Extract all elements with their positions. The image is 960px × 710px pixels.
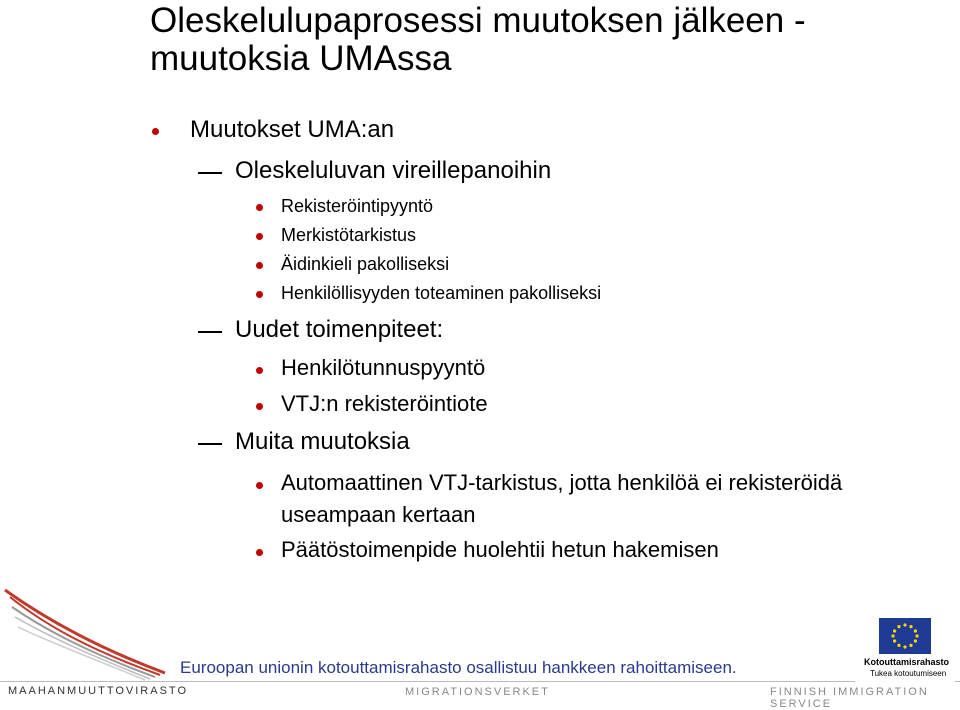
bullet-icon [256,403,263,410]
list-item: Henkilöllisyyden toteaminen pakolliseksi [281,283,602,303]
dash-icon [198,172,222,174]
agency-logo-en-text: FINNISH IMMIGRATION SERVICE [770,686,929,710]
bullet-icon [256,233,263,240]
agency-logo-text: MAAHANMUUTTOVIRASTO [8,685,188,697]
list-item: Muutokset UMA:an [190,116,395,143]
funding-note: Euroopan unionin kotouttamisrahasto osallistuu hankkeen rahoittamiseen. [180,658,737,677]
list-item: Päätöstoimenpide huolehtii hetun hakemisen [281,537,719,562]
slide-title: Oleskelulupaprosessi muutoksen jälkeen - muutoksia UMAssa [150,1,806,78]
list-item-continuation: useampaan kertaan [281,502,476,527]
bullet-icon [256,482,263,489]
list-item: Oleskeluluvan vireillepanoihin [235,157,552,184]
list-item: Muita muutoksia [235,428,410,455]
agency-logo-sv-text: MIGRATIONSVERKET [405,686,550,698]
list-item: Merkistötarkistus [281,225,417,245]
dash-icon [198,443,222,445]
bullet-icon [256,291,263,298]
bullet-icon [256,204,263,211]
list-item: Äidinkieli pakolliseksi [281,254,450,274]
swoosh-icon [0,585,175,685]
list-item: Uudet toimenpiteet: [235,316,444,343]
bullet-icon [152,128,159,135]
list-item: VTJ:n rekisteröintiote [281,391,488,416]
bullet-icon [256,367,263,374]
footer-divider [0,681,960,682]
eu-flag-icon [879,618,931,654]
bullet-icon [256,262,263,269]
eu-logo-subtitle: Tukea kotoutumiseen [870,669,947,678]
list-item: Henkilötunnuspyyntö [281,355,486,380]
dash-icon [198,331,222,333]
list-item: Automaattinen VTJ-tarkistus, jotta henkilöä ei rekisteröidä [281,470,843,495]
bullet-icon [256,549,263,556]
list-item: Rekisteröintipyyntö [281,196,434,216]
eu-logo-name: Kotouttamisrahasto [864,657,950,667]
